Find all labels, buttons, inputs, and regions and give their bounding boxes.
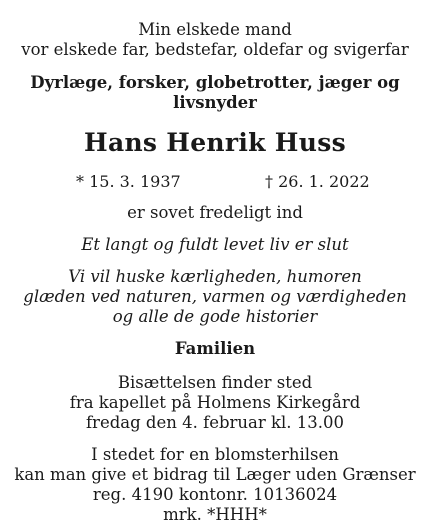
occupation-block: [0, 73, 430, 113]
intro-line: Min elskede mand: [138, 20, 292, 39]
donation-line: reg. 4190 kontonr. 10136024: [92, 485, 338, 504]
remembrance-line: Vi vil huske kærligheden, humoren: [68, 267, 362, 286]
remembrance-block: [0, 267, 430, 327]
quote-text: Et langt og fuldt levet liv er slut: [81, 235, 349, 254]
occupation-line: Dyrlæge, forsker, globetrotter, jæger og: [30, 73, 400, 92]
intro-block: [0, 20, 430, 60]
funeral-block: [0, 373, 430, 433]
remembrance-line: glæden ved naturen, varmen og værdigheden: [23, 287, 407, 306]
donation-line: kan man give et bidrag til Læger uden Grænser: [14, 465, 416, 484]
remembrance-line: og alle de gode historier: [112, 307, 318, 326]
death-date: † 26. 1. 2022: [265, 172, 370, 191]
funeral-line: Bisættelsen finder sted: [117, 373, 313, 392]
donation-line: I stedet for en blomsterhilsen: [91, 445, 339, 464]
funeral-line: fra kapellet på Holmens Kirkegård: [69, 393, 361, 412]
funeral-line: fredag den 4. februar kl. 13.00: [85, 413, 345, 432]
family-signature: Familien: [174, 339, 256, 358]
donation-line: mrk. *HHH*: [163, 505, 267, 524]
intro-line: vor elskede far, bedstefar, oldefar og svigerfar: [21, 40, 409, 59]
life-dates: [0, 171, 430, 193]
passing-text: er sovet fredeligt ind: [127, 203, 303, 222]
donation-block: [0, 445, 430, 525]
deceased-name: Hans Henrik Huss: [84, 128, 346, 157]
occupation-line: livsnyder: [173, 93, 257, 112]
birth-date: * 15. 3. 1937: [76, 172, 181, 191]
